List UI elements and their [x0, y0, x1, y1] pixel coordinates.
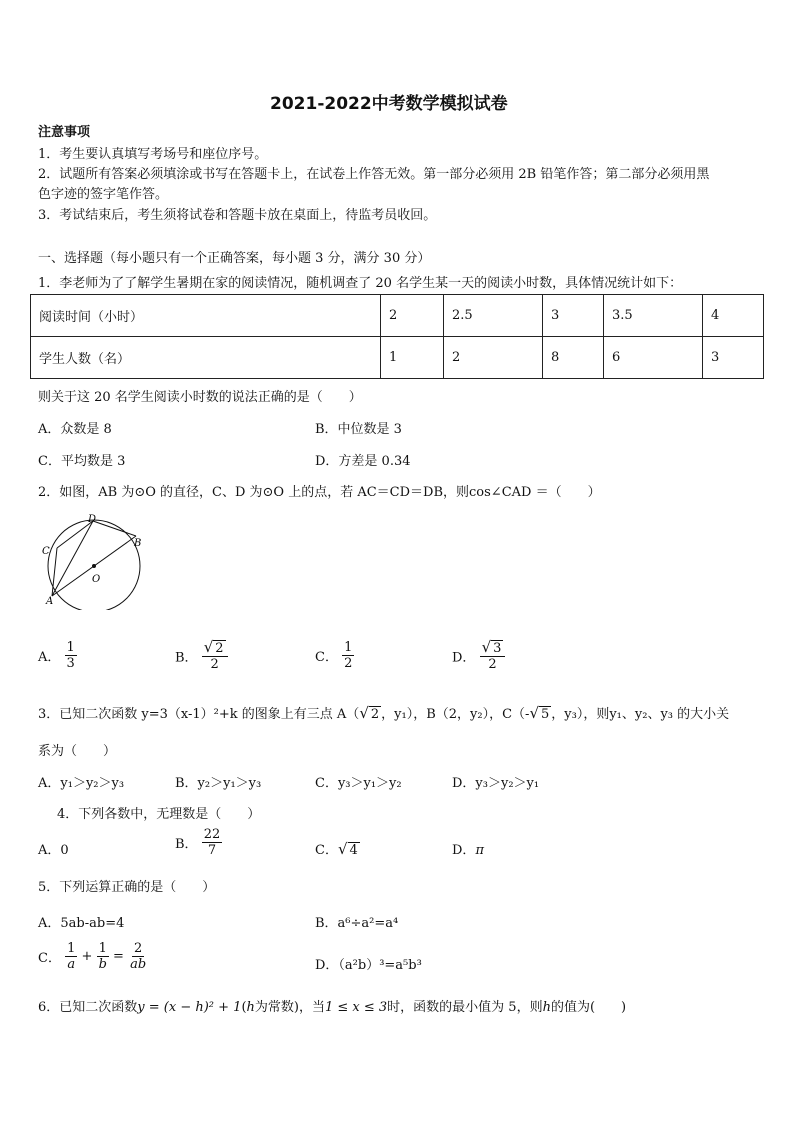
table-cell: 3 — [543, 295, 604, 337]
q1-option-a: A．众数是 8 — [38, 422, 112, 437]
table-cell: 8 — [543, 337, 604, 379]
q4-option-d: D．π — [452, 843, 484, 858]
table-cell: 4 — [703, 295, 764, 337]
section-heading: 一、选择题（每小题只有一个正确答案，每小题 3 分，满分 30 分） — [38, 251, 431, 266]
q3-option-a: A．y₁＞y₂＞y₃ — [38, 776, 125, 791]
notice-item: 2．试题所有答案必须填涂或书写在答题卡上，在试卷上作答无效。第一部分必须用 2B 铅笔作答；第二部分必须用黑 — [38, 167, 710, 182]
chord-db — [93, 521, 136, 536]
q1-question: 则关于这 20 名学生阅读小时数的说法正确的是（ ） — [38, 390, 362, 405]
q4-option-b: B． $\frac{22}{7}$ — [175, 827, 221, 858]
table-cell: 2 — [381, 295, 444, 337]
notice-item: 1．考生要认真填写考场号和座位序号。 — [38, 147, 268, 162]
q5-option-c: C． $\frac{1}{a}$ + $\frac{1}{b}$ = $\frac{2}{ab}$ — [38, 941, 147, 972]
table-cell: 3.5 — [604, 295, 703, 337]
label-c: C — [42, 546, 50, 557]
chord-cd — [57, 521, 93, 548]
table-cell: 学生人数（名） — [31, 337, 381, 379]
reading-table — [30, 294, 764, 379]
label-b: B — [134, 538, 142, 549]
q1-option-d: D．方差是 0.34 — [315, 454, 411, 469]
label-a: A — [46, 596, 54, 607]
q2-option-d: D． $\frac{√ 3}{2}$ — [452, 640, 505, 672]
table-cell: 2.5 — [444, 295, 543, 337]
q3-stem-cont: 系为（ ） — [38, 744, 117, 759]
notice-item: 3．考试结束后，考生须将试卷和答题卡放在桌面上，待监考员收回。 — [38, 208, 437, 223]
chord-ad — [52, 521, 93, 596]
q2-option-b: B． $\frac{√ 2}{2}$ — [175, 640, 228, 672]
table-row — [31, 295, 764, 337]
page-title: 2021-2022中考数学模拟试卷 — [270, 94, 508, 114]
q3-option-c: C．y₃＞y₁＞y₂ — [315, 776, 402, 791]
q5-stem: 5．下列运算正确的是（ ） — [38, 880, 216, 895]
q3-stem: 3．已知二次函数 y=3（x-1）²+k 的图象上有三点 A（√ 2 ，y₁），B（2，y₂），C（-√ 5 ，y₃），则y₁、y₂、y₃ 的大小关 — [38, 704, 730, 722]
q4-option-c: C．√ 4 — [315, 840, 358, 858]
q3-option-b: B．y₂＞y₁＞y₃ — [175, 776, 262, 791]
table-cell: 1 — [381, 337, 444, 379]
circle-figure — [36, 510, 148, 610]
table-cell: 6 — [604, 337, 703, 379]
notice-heading: 注意事项 — [38, 125, 91, 140]
q2-stem: 2．如图，AB 为⊙O 的直径，C、D 为⊙O 上的点，若 AC＝CD＝DB，则cos∠CAD ＝（ ） — [38, 485, 601, 500]
q4-option-a: A．0 — [38, 843, 69, 858]
center-point — [92, 564, 96, 568]
notice-item: 色字迹的签字笔作答。 — [38, 187, 169, 202]
table-cell: 阅读时间（小时） — [31, 295, 381, 337]
q1-option-c: C．平均数是 3 — [38, 454, 126, 469]
q1-option-b: B．中位数是 3 — [315, 422, 402, 437]
table-row — [31, 337, 764, 379]
label-d: D — [88, 514, 97, 525]
q2-option-c: C． $\frac{1}{2}$ — [315, 640, 353, 671]
q5-option-b: B．a⁶÷a²=a⁴ — [315, 916, 399, 931]
q4-stem: 4．下列各数中，无理数是（ ） — [57, 807, 261, 822]
table-cell: 2 — [444, 337, 543, 379]
q2-option-a: A． $\frac{1}{3}$ — [38, 640, 75, 671]
table-cell: 3 — [703, 337, 764, 379]
q5-option-a: A．5ab-ab=4 — [38, 916, 125, 931]
label-o: O — [92, 574, 101, 585]
q6-stem: 6．已知二次函数y = (x − h)² + 1(h为常数)，当1 ≤ x ≤ 3时，函数的最小值为 5，则h的值为( ) — [38, 1000, 627, 1015]
q3-option-d: D．y₃＞y₂＞y₁ — [452, 776, 540, 791]
q5-option-d: D．（a²b）³=a⁵b³ — [315, 958, 422, 973]
q1-stem: 1．李老师为了了解学生暑期在家的阅读情况，随机调查了 20 名学生某一天的阅读小时数，具体情况统计如下： — [38, 276, 683, 291]
